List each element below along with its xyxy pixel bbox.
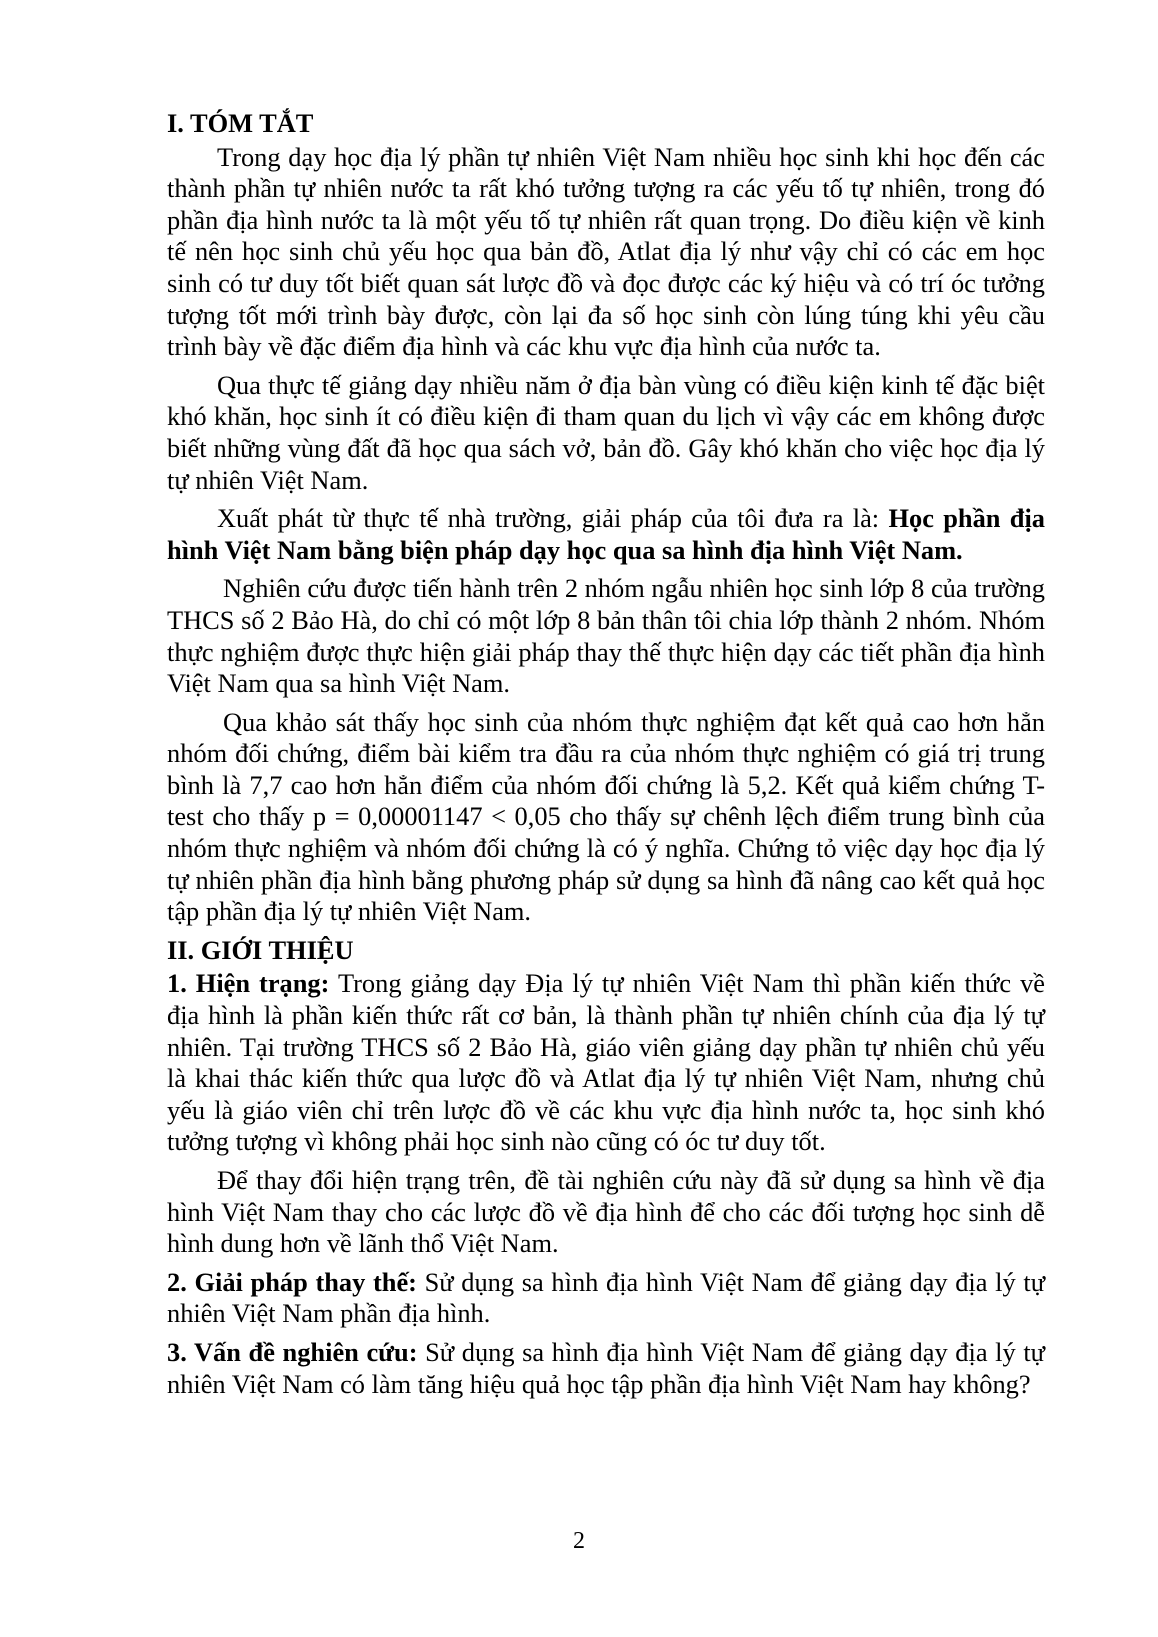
- page-content: [167, 108, 1045, 1407]
- current-state-text: Trong giảng dạy Địa lý tự nhiên Việt Nam thì phần kiến thức về địa hình là phần kiến thức rất cơ bản, là thành phần tự nhiên chính của địa lý tự nhiên. Tại trường THCS số 2 Bảo Hà, giáo viên giảng dạy phần tự nhiên chủ yếu là khai thác kiến thức qua lược đồ và Atlat địa lý tự nhiên Việt Nam, nhưng chủ yếu là giáo viên chỉ trên lược đồ về các khu vực địa hình nước ta, học sinh khó tưởng tượng vì không phải học sinh nào cũng có óc tư duy tốt.: [167, 968, 1045, 1157]
- section-heading-summary: I. TÓM TẮT: [167, 108, 314, 138]
- alternative-solution-label: 2. Giải pháp thay thế:: [167, 1266, 417, 1297]
- solution-intro-text: Xuất phát từ thực tế nhà trường, giải pháp của tôi đưa ra là:: [217, 503, 889, 534]
- research-question-label: 3. Vấn đề nghiên cứu:: [167, 1336, 418, 1367]
- summary-paragraph-research: Nghiên cứu được tiến hành trên 2 nhóm ngẫu nhiên học sinh lớp 8 của trường THCS số 2 Bảo Hà, do chỉ có một lớp 8 bản thân tôi chia lớp thành 2 nhóm. Nhóm thực nghiệm được thực hiện giải pháp thay thế thực hiện dạy các tiết phần địa hình Việt Nam qua sa hình Việt Nam.: [167, 573, 1045, 699]
- intro-item-research-question: [167, 1337, 1045, 1400]
- section-heading-introduction: II. GIỚI THIỆU: [167, 934, 354, 965]
- intro-paragraph-change: Để thay đổi hiện trạng trên, đề tài nghiên cứu này đã sử dụng sa hình về địa hình Việt Nam thay cho các lược đồ về địa hình để cho các đối tượng học sinh dễ hình dung hơn về lãnh thổ Việt Nam.: [167, 1165, 1045, 1259]
- summary-paragraph-2: Qua thực tế giảng dạy nhiều năm ở địa bàn vùng có điều kiện kinh tế đặc biệt khó khăn, học sinh ít có điều kiện đi tham quan du lịch vì vậy các em không được biết những vùng đất đã học qua sách vở, bản đồ. Gây khó khăn cho việc học địa lý tự nhiên Việt Nam.: [167, 369, 1045, 495]
- research-question-text: Sử dụng sa hình địa hình Việt Nam để giảng dạy địa lý tự nhiên Việt Nam có làm tăng hiệu quả học tập phần địa hình Việt Nam hay không?: [167, 1336, 1045, 1399]
- intro-item-current-state: [167, 968, 1045, 1158]
- summary-paragraph-solution: [167, 503, 1045, 566]
- summary-paragraph-1: Trong dạy học địa lý phần tự nhiên Việt Nam nhiều học sinh khi học đến các thành phần tự nhiên nước ta rất khó tưởng tượng ra các yếu tố tự nhiên, trong đó phần địa hình nước ta là một yếu tố tự nhiên rất quan trọng. Do điều kiện về kinh tế nên học sinh chủ yếu học qua bản đồ, Atlat địa lý như vậy chỉ có các em học sinh có tư duy tốt biết quan sát lược đồ và đọc được các ký hiệu và có trí óc tưởng tượng tốt mới trình bày được, còn lại đa số học sinh còn lúng túng khi yêu cầu trình bày về đặc điểm địa hình và các khu vực địa hình của nước ta.: [167, 141, 1045, 362]
- alternative-solution-text: Sử dụng sa hình địa hình Việt Nam để giảng dạy địa lý tự nhiên Việt Nam phần địa hình.: [167, 1266, 1045, 1329]
- solution-bold-text: Học phần địa hình Việt Nam bằng biện pháp dạy học qua sa hình địa hình Việt Nam.: [167, 503, 1045, 565]
- intro-item-alternative-solution: [167, 1267, 1045, 1330]
- summary-paragraph-results: Qua khảo sát thấy học sinh của nhóm thực nghiệm đạt kết quả cao hơn hẳn nhóm đối chứng, điểm bài kiểm tra đầu ra của nhóm thực nghiệm có giá trị trung bình là 7,7 cao hơn hẳn điểm của nhóm đối chứng là 5,2. Kết quả kiểm chứng T-test cho thấy p = 0,00001147 < 0,05 cho thấy sự chênh lệch điểm trung bình của nhóm thực nghiệm và nhóm đối chứng là có ý nghĩa. Chứng tỏ việc dạy học địa lý tự nhiên phần địa hình bằng phương pháp sử dụng sa hình đã nâng cao kết quả học tập phần địa lý tự nhiên Việt Nam.: [167, 706, 1045, 927]
- page-number: 2: [573, 1528, 585, 1554]
- current-state-label: 1. Hiện trạng:: [167, 968, 330, 999]
